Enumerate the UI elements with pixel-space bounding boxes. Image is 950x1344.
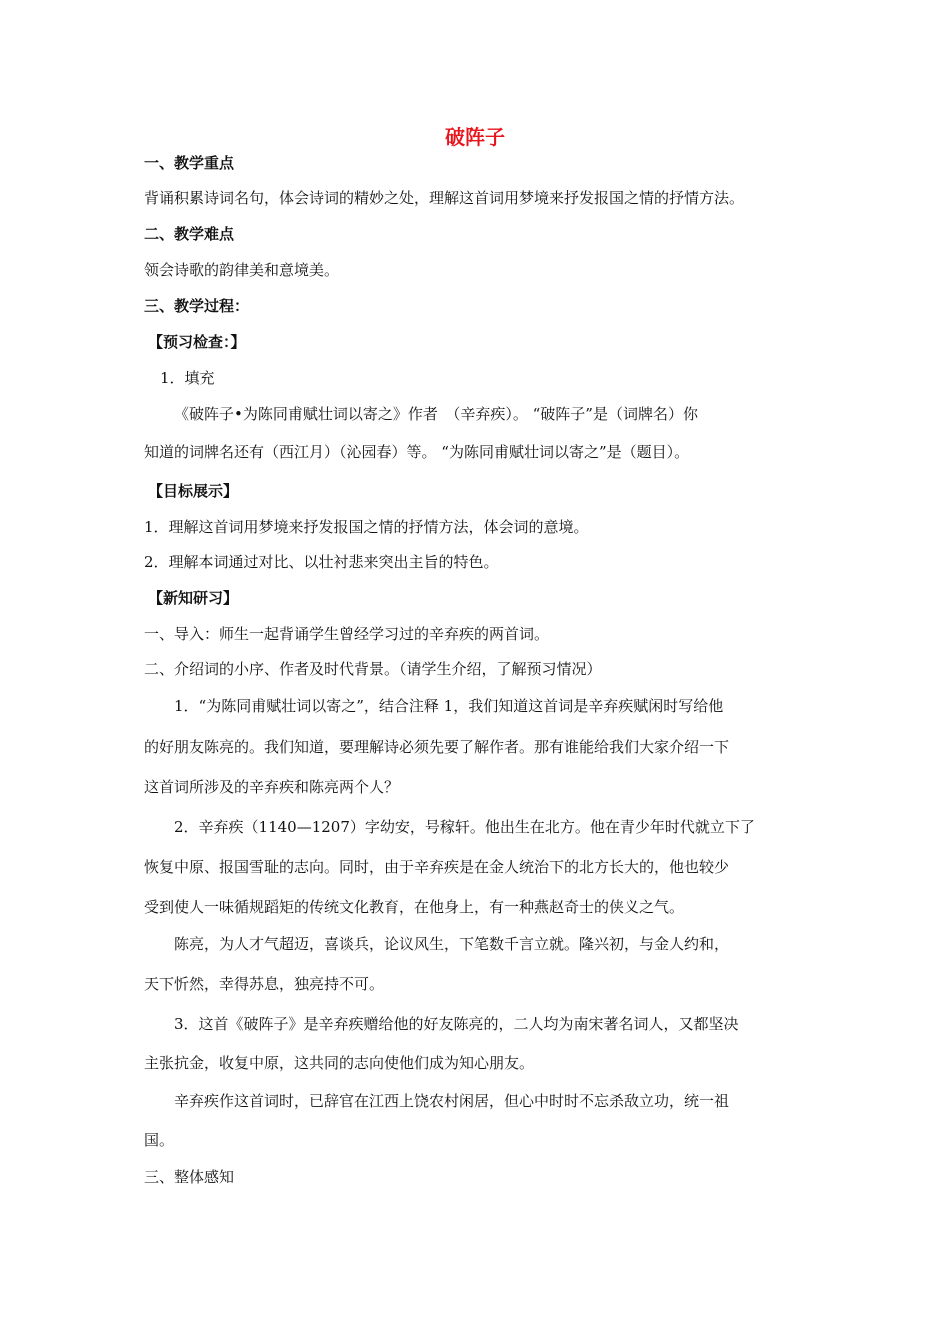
paragraph-1-line-3: 这首词所涉及的辛弃疾和陈亮两个人？ (144, 778, 400, 796)
fill-line-2: 知道的词牌名还有（西江月）（沁园春）等。 “为陈同甫赋壮词以寄之”是（题目）。 (144, 443, 690, 461)
preview-heading: 【预习检查：】 (148, 333, 246, 351)
paragraph-4-line-2: 主张抗金，收复中原，这共同的志向使他们成为知心朋友。 (144, 1054, 535, 1072)
goal-item-2: 2．理解本词通过对比、以壮衬悲来突出主旨的特色。 (144, 553, 499, 571)
page-title: 破阵子 (445, 125, 505, 149)
paragraph-1-line-1: 1．“为陈同甫赋壮词以寄之”，结合注释 1，我们知道这首词是辛弃疾赋闲时写给他 (174, 697, 724, 715)
paragraph-1-line-2: 的好朋友陈亮的。我们知道，要理解诗必须先要了解作者。那有谁能给我们大家介绍一下 (144, 738, 730, 756)
fill-label: 1．填充 (160, 369, 215, 387)
new-knowledge-heading: 【新知研习】 (148, 589, 239, 607)
section-heading-focus: 一、教学重点 (144, 154, 235, 172)
paragraph-5-line-1: 辛弃疾作这首词时，已辞官在江西上饶农村闲居，但心中时时不忘杀敌立功，统一祖 (174, 1092, 730, 1110)
step-intro: 一、导入：师生一起背诵学生曾经学习过的辛弃疾的两首词。 (144, 625, 550, 643)
paragraph-2-line-1: 2．辛弃疾（1140—1207）字幼安，号稼轩。他出生在北方。他在青少年时代就立下了 (174, 818, 755, 836)
paragraph-2-line-3: 受到使人一味循规蹈矩的传统文化教育，在他身上，有一种燕赵奇士的侠义之气。 (144, 898, 685, 916)
goal-item-1: 1．理解这首词用梦境来抒发报国之情的抒情方法，体会词的意境。 (144, 518, 589, 536)
section-heading-difficulty: 二、教学难点 (144, 225, 235, 243)
step-overall: 三、整体感知 (144, 1168, 235, 1186)
section-text-focus: 背诵积累诗词名句，体会诗词的精妙之处，理解这首词用梦境来抒发报国之情的抒情方法。 (144, 189, 745, 207)
section-text-difficulty: 领会诗歌的韵律美和意境美。 (144, 261, 340, 279)
paragraph-4-line-1: 3．这首《破阵子》是辛弃疾赠给他的好友陈亮的，二人均为南宋著名词人，又都坚决 (174, 1015, 739, 1033)
paragraph-3-line-2: 天下忻然，幸得苏息，独亮持不可。 (144, 975, 385, 993)
paragraph-3-line-1: 陈亮，为人才气超迈，喜谈兵，论议风生，下笔数千言立就。隆兴初，与金人约和， (174, 935, 730, 953)
step-background: 二、介绍词的小序、作者及时代背景。（请学生介绍，了解预习情况） (144, 660, 602, 678)
fill-line-1: 《破阵子•为陈同甫赋壮词以寄之》作者 （辛弃疾）。 “破阵子”是（词牌名）你 (174, 405, 698, 423)
section-heading-process: 三、教学过程： (144, 297, 250, 315)
goal-heading: 【目标展示】 (148, 482, 239, 500)
paragraph-5-line-2: 国。 (144, 1131, 175, 1149)
paragraph-2-line-2: 恢复中原、报国雪耻的志向。同时，由于辛弃疾是在金人统治下的北方长大的，他也较少 (144, 858, 730, 876)
